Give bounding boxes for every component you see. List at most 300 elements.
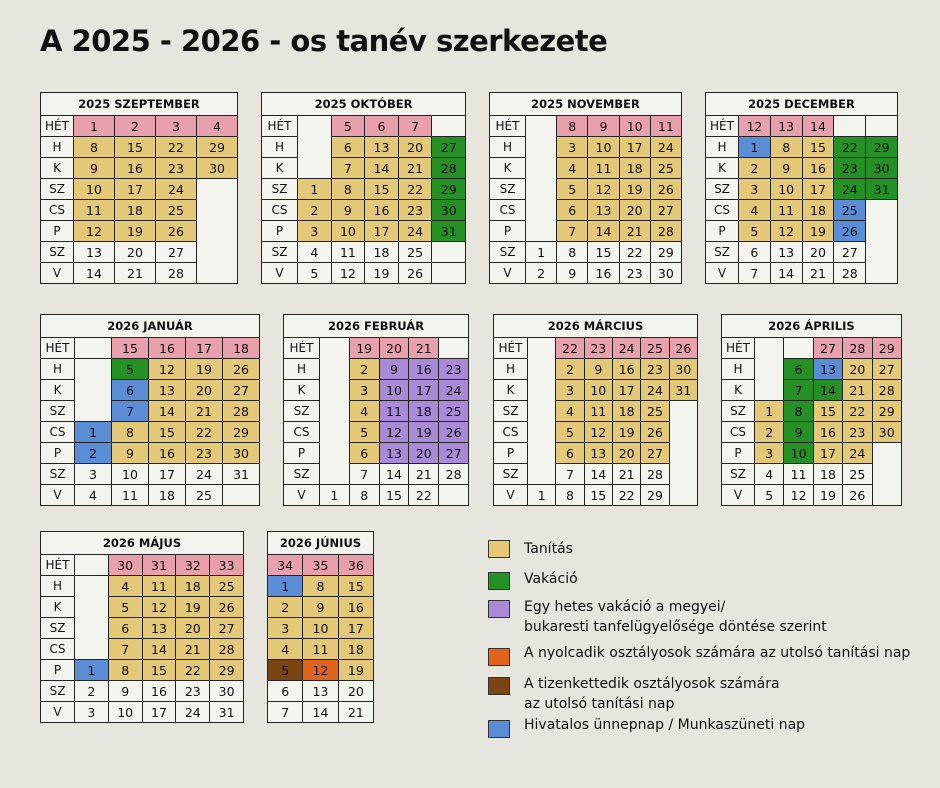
day-cell: 9 xyxy=(770,158,802,179)
day-cell: 16 xyxy=(612,359,640,380)
day-cell xyxy=(432,242,466,263)
weekday-row xyxy=(494,443,698,464)
day-cell: 28 xyxy=(439,464,469,485)
day-cell: 10 xyxy=(588,137,619,158)
day-cell: 5 xyxy=(739,221,771,242)
weekday-row xyxy=(722,380,902,401)
month-calendar xyxy=(705,92,897,284)
day-cell: 1 xyxy=(268,576,303,597)
row-label: SZ xyxy=(41,681,75,702)
day-cell: 25 xyxy=(641,401,669,422)
day-cell: 13 xyxy=(74,242,115,263)
day-cell: 30 xyxy=(197,158,238,179)
day-cell: 30 xyxy=(223,443,260,464)
row-label: V xyxy=(706,263,739,284)
day-cell: 24 xyxy=(439,380,469,401)
day-cell: 16 xyxy=(365,200,399,221)
row-label: V xyxy=(41,263,74,284)
row-label: P xyxy=(722,443,755,464)
legend-swatch xyxy=(488,720,510,738)
row-label: CS xyxy=(284,422,320,443)
week-number-cell: 14 xyxy=(802,116,834,137)
day-cell: 1 xyxy=(526,242,557,263)
day-cell: 17 xyxy=(802,179,834,200)
day-cell: 12 xyxy=(584,422,612,443)
row-label: SZ xyxy=(262,179,298,200)
day-cell: 19 xyxy=(813,485,842,506)
weekday-row xyxy=(41,179,238,200)
row-label: P xyxy=(41,443,75,464)
row-label: HÉT xyxy=(262,116,298,137)
day-cell: 1 xyxy=(320,485,350,506)
empty-cell xyxy=(197,263,238,284)
weekday-row xyxy=(706,263,898,284)
day-cell: 4 xyxy=(755,464,784,485)
row-label: CS xyxy=(722,422,755,443)
day-cell: 11 xyxy=(588,158,619,179)
row-label: SZ xyxy=(41,242,74,263)
day-cell: 30 xyxy=(669,359,697,380)
day-cell: 15 xyxy=(142,660,176,681)
day-cell: 3 xyxy=(349,380,379,401)
day-cell: 30 xyxy=(866,158,898,179)
day-cell: 15 xyxy=(802,137,834,158)
week-number-cell: 35 xyxy=(303,555,338,576)
weekday-row xyxy=(490,242,682,263)
empty-cell xyxy=(669,422,697,443)
day-cell: 27 xyxy=(439,443,469,464)
day-cell: 3 xyxy=(298,221,332,242)
day-cell xyxy=(223,485,260,506)
day-cell: 3 xyxy=(75,464,112,485)
day-cell: 21 xyxy=(802,263,834,284)
day-cell: 21 xyxy=(398,158,432,179)
day-cell: 16 xyxy=(149,443,186,464)
legend-label: Tanítás xyxy=(524,541,573,557)
week-number-cell: 11 xyxy=(650,116,681,137)
day-cell: 25 xyxy=(156,200,197,221)
day-cell: 13 xyxy=(770,242,802,263)
day-cell: 20 xyxy=(802,242,834,263)
day-cell: 28 xyxy=(156,263,197,284)
weekday-row xyxy=(706,242,898,263)
day-cell: 25 xyxy=(210,576,244,597)
day-cell: 14 xyxy=(584,464,612,485)
weekday-row xyxy=(268,597,374,618)
day-cell: 18 xyxy=(802,200,834,221)
day-cell: 27 xyxy=(432,137,466,158)
legend-swatch xyxy=(488,600,510,618)
month-title: 2026 JÚNIUS xyxy=(268,532,374,555)
day-cell: 7 xyxy=(331,158,365,179)
day-cell: 31 xyxy=(432,221,466,242)
weekday-row xyxy=(41,660,244,681)
row-label: K xyxy=(262,158,298,179)
day-cell: 20 xyxy=(409,443,439,464)
day-cell: 2 xyxy=(755,422,784,443)
day-cell: 4 xyxy=(556,401,584,422)
day-cell: 21 xyxy=(619,221,650,242)
week-number-cell: 12 xyxy=(739,116,771,137)
week-number-cell xyxy=(75,338,112,359)
day-cell: 28 xyxy=(432,158,466,179)
day-cell: 11 xyxy=(770,200,802,221)
row-label: H xyxy=(284,359,320,380)
day-cell: 14 xyxy=(365,158,399,179)
weekday-row xyxy=(262,221,466,242)
weekday-row xyxy=(262,179,466,200)
empty-cell xyxy=(197,200,238,221)
day-cell: 10 xyxy=(770,179,802,200)
day-cell: 15 xyxy=(115,137,156,158)
weekday-row xyxy=(262,158,466,179)
month-title: 2025 DECEMBER xyxy=(706,93,898,116)
row-label: P xyxy=(284,443,320,464)
day-cell: 2 xyxy=(298,200,332,221)
month-calendar xyxy=(283,314,468,506)
day-cell: 17 xyxy=(409,380,439,401)
day-cell: 5 xyxy=(755,485,784,506)
day-cell: 23 xyxy=(398,200,432,221)
row-label: P xyxy=(490,221,526,242)
week-number-cell xyxy=(866,116,898,137)
row-label: H xyxy=(490,137,526,158)
empty-cell xyxy=(669,443,697,464)
day-cell: 21 xyxy=(186,401,223,422)
day-cell: 1 xyxy=(298,179,332,200)
day-cell: 21 xyxy=(338,702,373,723)
day-cell: 2 xyxy=(349,359,379,380)
day-cell: 8 xyxy=(108,660,142,681)
week-number-cell: 36 xyxy=(338,555,373,576)
day-cell: 8 xyxy=(770,137,802,158)
weekday-row xyxy=(268,660,374,681)
day-cell: 26 xyxy=(398,263,432,284)
day-cell: 19 xyxy=(802,221,834,242)
day-cell: 3 xyxy=(75,702,109,723)
day-cell: 8 xyxy=(784,401,813,422)
row-label: V xyxy=(41,485,75,506)
day-cell: 2 xyxy=(526,263,557,284)
weekday-row xyxy=(262,200,466,221)
day-cell: 10 xyxy=(108,702,142,723)
weekday-row xyxy=(41,485,260,506)
day-cell: 17 xyxy=(612,380,640,401)
day-cell: 24 xyxy=(398,221,432,242)
empty-cell xyxy=(75,597,109,618)
month-title: 2026 MÁJUS xyxy=(41,532,244,555)
day-cell: 20 xyxy=(338,681,373,702)
row-label: P xyxy=(41,660,75,681)
day-cell: 19 xyxy=(186,359,223,380)
empty-cell xyxy=(320,422,350,443)
row-label: K xyxy=(722,380,755,401)
day-cell: 18 xyxy=(619,158,650,179)
row-label: V xyxy=(722,485,755,506)
day-cell: 24 xyxy=(156,179,197,200)
day-cell: 8 xyxy=(557,242,588,263)
row-label: CS xyxy=(41,200,74,221)
row-label: SZ xyxy=(494,401,528,422)
weekday-row xyxy=(41,221,238,242)
month-calendar xyxy=(721,314,901,506)
day-cell: 17 xyxy=(338,618,373,639)
day-cell: 11 xyxy=(112,485,149,506)
day-cell: 18 xyxy=(365,242,399,263)
row-label: SZ xyxy=(284,401,320,422)
day-cell: 30 xyxy=(872,422,901,443)
day-cell: 11 xyxy=(784,464,813,485)
row-label: HÉT xyxy=(41,116,74,137)
day-cell: 14 xyxy=(142,639,176,660)
week-number-cell: 21 xyxy=(409,338,439,359)
legend-label: Hivatalos ünnepnap / Munkaszüneti nap xyxy=(524,717,806,733)
empty-cell xyxy=(526,158,557,179)
empty-cell xyxy=(75,618,109,639)
day-cell: 19 xyxy=(409,422,439,443)
day-cell: 23 xyxy=(641,359,669,380)
week-number-cell: 13 xyxy=(770,116,802,137)
day-cell: 14 xyxy=(74,263,115,284)
day-cell: 12 xyxy=(142,597,176,618)
weekday-row xyxy=(268,576,374,597)
day-cell: 26 xyxy=(843,485,872,506)
weekday-row xyxy=(722,422,902,443)
month-table xyxy=(261,92,466,284)
day-cell: 4 xyxy=(739,200,771,221)
day-cell: 15 xyxy=(149,422,186,443)
day-cell: 29 xyxy=(641,485,669,506)
month-table xyxy=(40,92,238,284)
day-cell: 2 xyxy=(75,681,109,702)
day-cell: 3 xyxy=(755,443,784,464)
empty-cell xyxy=(866,221,898,242)
legend-swatch xyxy=(488,648,510,666)
day-cell: 1 xyxy=(75,422,112,443)
empty-cell xyxy=(669,485,697,506)
week-number-cell: 10 xyxy=(619,116,650,137)
day-cell: 11 xyxy=(74,200,115,221)
row-label: H xyxy=(494,359,528,380)
day-cell: 3 xyxy=(268,618,303,639)
day-cell: 5 xyxy=(112,359,149,380)
day-cell: 6 xyxy=(268,681,303,702)
weekday-row xyxy=(722,485,902,506)
day-cell: 20 xyxy=(612,443,640,464)
row-label: HÉT xyxy=(41,338,75,359)
weekday-row xyxy=(706,179,898,200)
empty-cell xyxy=(197,179,238,200)
day-cell: 8 xyxy=(331,179,365,200)
day-cell: 30 xyxy=(432,200,466,221)
day-cell: 5 xyxy=(349,422,379,443)
day-cell: 23 xyxy=(619,263,650,284)
day-cell: 11 xyxy=(142,576,176,597)
month-title: 2025 NOVEMBER xyxy=(490,93,682,116)
weekday-row xyxy=(41,681,244,702)
week-number-cell: 18 xyxy=(223,338,260,359)
row-label: K xyxy=(41,380,75,401)
day-cell: 10 xyxy=(331,221,365,242)
row-label: K xyxy=(706,158,739,179)
weekday-row xyxy=(490,179,682,200)
row-label: P xyxy=(706,221,739,242)
week-number-cell: 8 xyxy=(557,116,588,137)
day-cell: 27 xyxy=(210,618,244,639)
week-number-cell xyxy=(432,116,466,137)
week-number-row xyxy=(494,338,698,359)
row-label: SZ xyxy=(262,242,298,263)
day-cell: 28 xyxy=(834,263,866,284)
weekday-row xyxy=(41,158,238,179)
day-cell: 17 xyxy=(142,702,176,723)
legend-swatch xyxy=(488,572,510,590)
day-cell: 5 xyxy=(557,179,588,200)
weekday-row xyxy=(494,485,698,506)
row-label: SZ xyxy=(722,401,755,422)
day-cell: 12 xyxy=(149,359,186,380)
week-number-cell: 26 xyxy=(669,338,697,359)
day-cell: 19 xyxy=(176,597,210,618)
day-cell: 2 xyxy=(739,158,771,179)
day-cell: 26 xyxy=(156,221,197,242)
day-cell: 15 xyxy=(588,242,619,263)
day-cell: 29 xyxy=(650,242,681,263)
empty-cell xyxy=(526,221,557,242)
empty-cell xyxy=(755,380,784,401)
empty-cell xyxy=(755,338,784,359)
day-cell: 23 xyxy=(834,158,866,179)
month-calendar xyxy=(40,92,237,284)
empty-cell xyxy=(526,116,557,137)
empty-cell xyxy=(75,576,109,597)
empty-cell xyxy=(528,443,556,464)
week-number-row xyxy=(262,116,466,137)
month-title: 2026 FEBRUÁR xyxy=(284,315,469,338)
day-cell: 6 xyxy=(108,618,142,639)
day-cell: 13 xyxy=(584,443,612,464)
row-label: H xyxy=(41,137,74,158)
weekday-row xyxy=(41,443,260,464)
day-cell: 14 xyxy=(379,464,409,485)
row-label: CS xyxy=(41,639,75,660)
day-cell: 16 xyxy=(802,158,834,179)
day-cell: 4 xyxy=(349,401,379,422)
empty-cell xyxy=(669,401,697,422)
empty-cell xyxy=(872,464,901,485)
row-label: H xyxy=(41,359,75,380)
day-cell: 31 xyxy=(210,702,244,723)
day-cell: 9 xyxy=(112,443,149,464)
month-title: 2026 JANUÁR xyxy=(41,315,260,338)
day-cell: 17 xyxy=(149,464,186,485)
day-cell: 14 xyxy=(813,380,842,401)
row-label: SZ xyxy=(284,464,320,485)
empty-cell xyxy=(320,401,350,422)
row-label: K xyxy=(41,597,75,618)
day-cell: 22 xyxy=(843,401,872,422)
weekday-row xyxy=(262,137,466,158)
weekday-row xyxy=(490,200,682,221)
day-cell: 6 xyxy=(331,137,365,158)
day-cell: 28 xyxy=(872,380,901,401)
day-cell: 18 xyxy=(409,401,439,422)
weekday-row xyxy=(706,137,898,158)
day-cell: 13 xyxy=(813,359,842,380)
week-number-cell: 6 xyxy=(365,116,399,137)
day-cell: 28 xyxy=(641,464,669,485)
empty-cell xyxy=(526,179,557,200)
row-label: CS xyxy=(490,200,526,221)
weekday-row xyxy=(41,422,260,443)
weekday-row xyxy=(262,242,466,263)
empty-cell xyxy=(298,158,332,179)
week-number-cell: 22 xyxy=(556,338,584,359)
month-calendar xyxy=(267,531,373,723)
day-cell: 27 xyxy=(223,380,260,401)
row-label: SZ xyxy=(494,464,528,485)
row-label: H xyxy=(41,576,75,597)
day-cell: 24 xyxy=(834,179,866,200)
day-cell: 21 xyxy=(409,464,439,485)
day-cell: 29 xyxy=(197,137,238,158)
day-cell: 7 xyxy=(739,263,771,284)
week-number-cell: 32 xyxy=(176,555,210,576)
empty-cell xyxy=(528,380,556,401)
weekday-row xyxy=(494,401,698,422)
day-cell: 24 xyxy=(650,137,681,158)
legend-label: Egy hetes vakáció a megyei/ xyxy=(524,599,726,615)
month-title: 2025 OKTÓBER xyxy=(262,93,466,116)
day-cell: 24 xyxy=(641,380,669,401)
row-label: K xyxy=(284,380,320,401)
day-cell: 24 xyxy=(176,702,210,723)
day-cell: 5 xyxy=(108,597,142,618)
empty-cell xyxy=(755,359,784,380)
legend-label: A nyolcadik osztályosok számára az utolsó tanítási nap xyxy=(524,645,911,661)
empty-cell xyxy=(528,401,556,422)
row-label: CS xyxy=(262,200,298,221)
day-cell: 24 xyxy=(186,464,223,485)
day-cell: 12 xyxy=(331,263,365,284)
day-cell: 14 xyxy=(588,221,619,242)
day-cell: 14 xyxy=(149,401,186,422)
weekday-row xyxy=(490,158,682,179)
row-label: SZ xyxy=(490,179,526,200)
day-cell: 28 xyxy=(650,221,681,242)
page-title: A 2025 - 2026 - os tanév szerkezete xyxy=(40,24,608,58)
row-label: P xyxy=(262,221,298,242)
day-cell: 18 xyxy=(813,464,842,485)
day-cell: 18 xyxy=(115,200,156,221)
weekday-row xyxy=(41,702,244,723)
day-cell: 23 xyxy=(439,359,469,380)
week-number-cell: 28 xyxy=(843,338,872,359)
day-cell: 20 xyxy=(186,380,223,401)
week-number-cell: 20 xyxy=(379,338,409,359)
month-title: 2026 MÁRCIUS xyxy=(494,315,698,338)
weekday-row xyxy=(268,681,374,702)
day-cell: 6 xyxy=(557,200,588,221)
day-cell: 5 xyxy=(268,660,303,681)
empty-cell xyxy=(526,137,557,158)
week-number-cell: 3 xyxy=(156,116,197,137)
weekday-row xyxy=(722,464,902,485)
row-label: HÉT xyxy=(490,116,526,137)
empty-cell xyxy=(872,443,901,464)
row-label: V xyxy=(490,263,526,284)
week-number-cell: 16 xyxy=(149,338,186,359)
